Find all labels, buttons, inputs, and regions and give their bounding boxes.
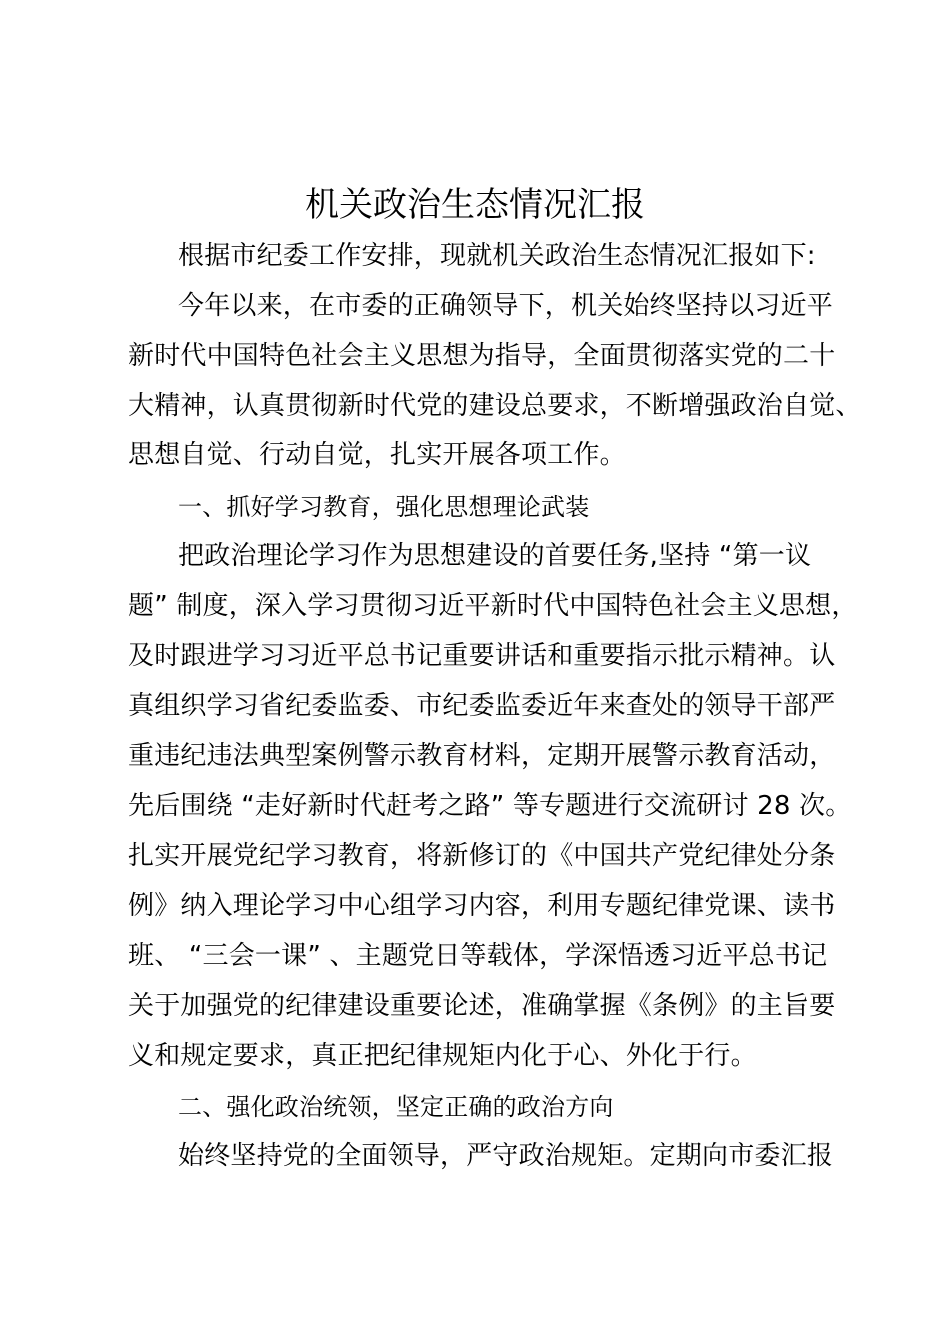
paragraph-line: 把政治理论学习作为思想建设的首要任务,坚持 “第一议 (178, 541, 812, 571)
paragraph-line: 题” 制度，深入学习贯彻习近平新时代中国特色社会主义思想， (128, 591, 858, 621)
paragraph-line: 关于加强党的纪律建设重要论述，准确掌握《条例》的主旨要 (128, 991, 836, 1021)
paragraph-line: 先后围绕 “走好新时代赶考之路” 等专题进行交流研讨 28 次。 (128, 791, 852, 821)
paragraph-line: 真组织学习省纪委监委、市纪委监委近年来查处的领导干部严 (128, 691, 836, 721)
paragraph-line: 思想自觉、行动自觉，扎实开展各项工作。 (128, 440, 626, 470)
paragraph-line: 新时代中国特色社会主义思想为指导，全面贯彻落实党的二十 (128, 341, 836, 371)
paragraph-line: 始终坚持党的全面领导，严守政治规矩。定期向市委汇报 (178, 1141, 834, 1171)
paragraph-line: 班、 “三会一课” 、主题党日等载体，学深悟透习近平总书记 (128, 941, 828, 971)
paragraph-line: 例》纳入理论学习中心组学习内容，利用专题纪律党课、读书 (128, 891, 836, 921)
section-heading: 二、强化政治统领，坚定正确的政治方向 (178, 1093, 614, 1121)
document-title: 机关政治生态情况汇报 (305, 185, 645, 225)
paragraph-line: 重违纪违法典型案例警示教育材料，定期开展警示教育活动， (128, 741, 836, 771)
paragraph-line: 及时跟进学习习近平总书记重要讲话和重要指示批示精神。认 (128, 641, 836, 671)
section-heading: 一、抓好学习教育，强化思想理论武装 (178, 493, 590, 521)
paragraph-line: 大精神，认真贯彻新时代党的建设总要求，不断增强政治自觉、 (128, 391, 862, 421)
paragraph-line: 扎实开展党纪学习教育，将新修订的《中国共产党纪律处分条 (128, 841, 836, 871)
paragraph-line: 根据市纪委工作安排，现就机关政治生态情况汇报如下: (178, 241, 816, 271)
paragraph-line: 义和规定要求，真正把纪律规矩内化于心、外化于行。 (128, 1041, 757, 1071)
paragraph-line: 今年以来，在市委的正确领导下，机关始终坚持以习近平 (178, 291, 834, 321)
